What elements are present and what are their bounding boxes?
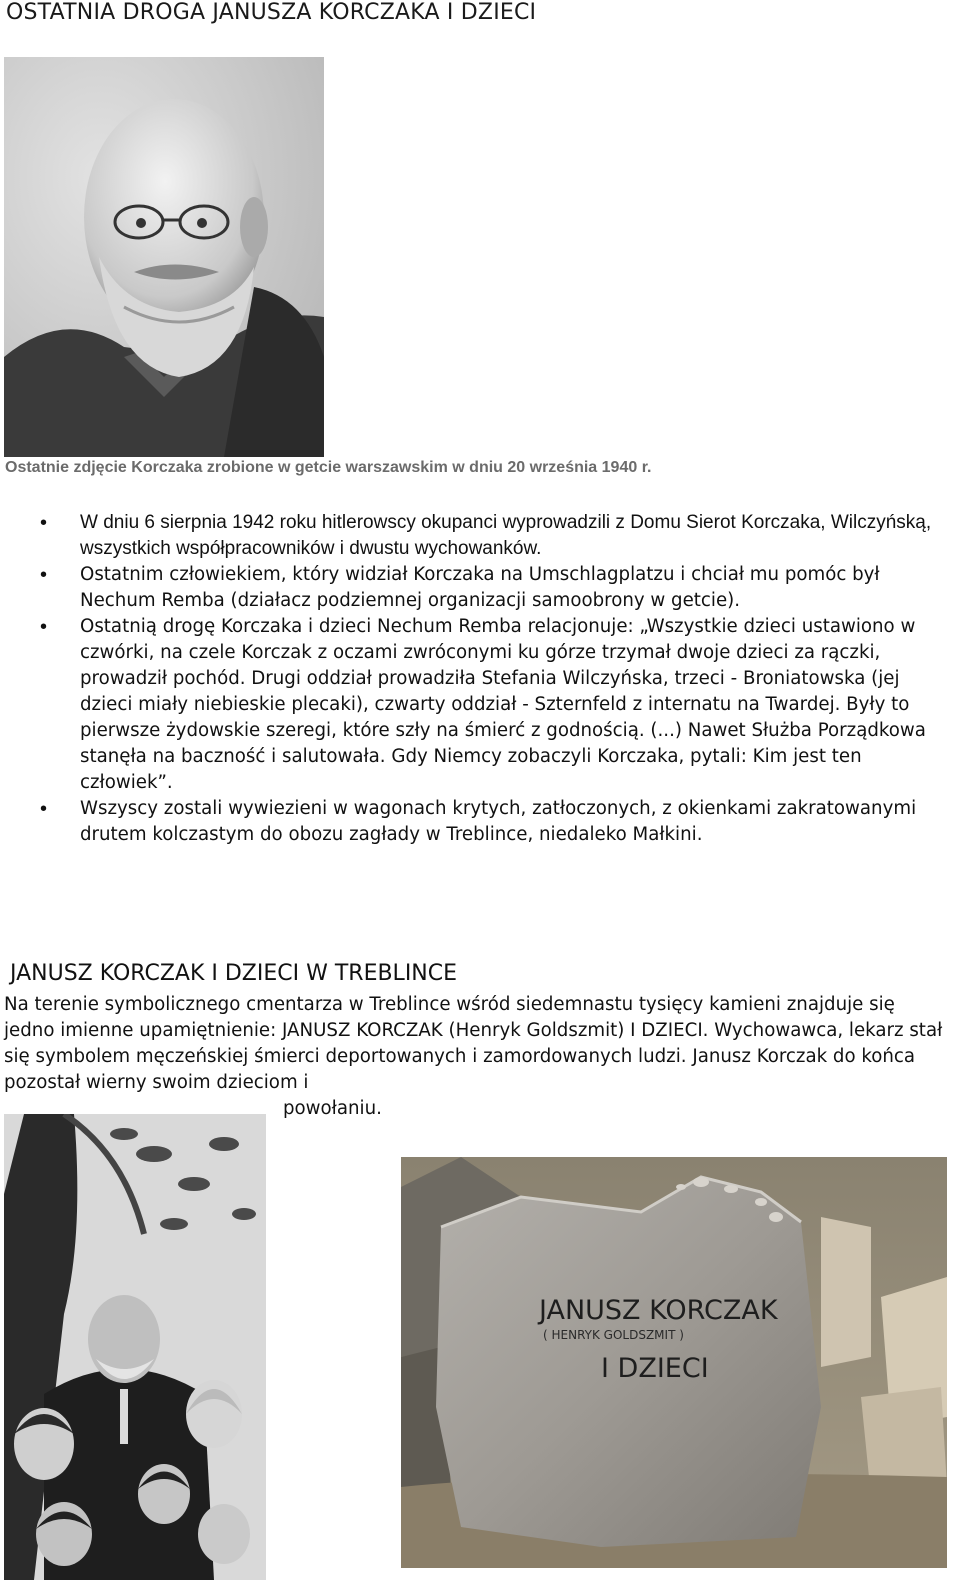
photo-caption: Ostatnie zdjęcie Korczaka zrobione w getcie warszawskim w dniu 20 września 1940 r. <box>5 459 652 476</box>
korczak-children-photo <box>4 1114 266 1580</box>
stone-inscription-children: I DZIECI <box>601 1353 709 1384</box>
bullet-list <box>40 510 945 848</box>
korczak-portrait-photo <box>4 57 324 457</box>
section-paragraph <box>4 992 944 1122</box>
page-title: OSTATNIA DROGA JANUSZA KORCZAKA I DZIECI <box>6 0 537 25</box>
list-item: • W dniu 6 sierpnia 1942 roku hitlerowscy okupanci wyprowadzili z Domu Sierot Korczaka, Wilczyńską, wszystkich współpracowników i dwustu wychowanków. <box>40 510 945 562</box>
paragraph-text: Na terenie symbolicznego cmentarza w Treblince wśród siedemnastu tysięcy kamieni znajduje się jedno imienne upamiętnienie: JANUSZ KORCZAK (Henryk Goldszmit) I DZIECI. Wychowawca, lekarz stał się symbolem męczeńskiej śmierci deportowanych i zamordowanych ludzi. Janusz Korczak do końca pozostał wierny swoim dzieciom i <box>4 994 943 1093</box>
stone-inscription-name: JANUSZ KORCZAK <box>539 1295 778 1326</box>
list-item: • Ostatnim człowiekiem, który widział Korczaka na Umschlagplatzu i chciał mu pomóc był Nechum Remba (działacz podziemnej organizacji samoobrony w getcie). <box>40 562 945 614</box>
treblinka-stone-photo <box>401 1157 947 1568</box>
list-item: • Ostatnią drogę Korczaka i dzieci Nechum Remba relacjonuje: „Wszystkie dzieci ustawiono w czwórki, na czele Korczak z oczami zwróconymi ku górze trzymał dwoje dzieci za rączki, prowadził pochód. Drugi oddział prowadziła Stefania Wilczyńska, trzeci - Broniatowska (jej dzieci miały niebieskie plecaki), czwarty oddział - Szternfeld z internatu na Twardej. Były to pierwsze żydowskie szeregi, które szły na śmierć z godnością. (...) Nawet Służba Porządkowa stanęła na baczność i salutowała. Gdy Niemcy zobaczyli Korczaka, pytali: Kim jest ten człowiek”. <box>40 614 945 796</box>
stone-inscription-subname: ( HENRYK GOLDSZMIT ) <box>543 1328 684 1342</box>
paragraph-last-line: powołaniu. <box>283 1098 382 1119</box>
list-item: • Wszyscy zostali wywiezieni w wagonach krytych, zatłoczonych, z okienkami zakratowanymi drutem kolczastym do obozu zagłady w Treblince, niedaleko Małkini. <box>40 796 945 848</box>
section-title: JANUSZ KORCZAK I DZIECI W TREBLINCE <box>10 961 458 986</box>
